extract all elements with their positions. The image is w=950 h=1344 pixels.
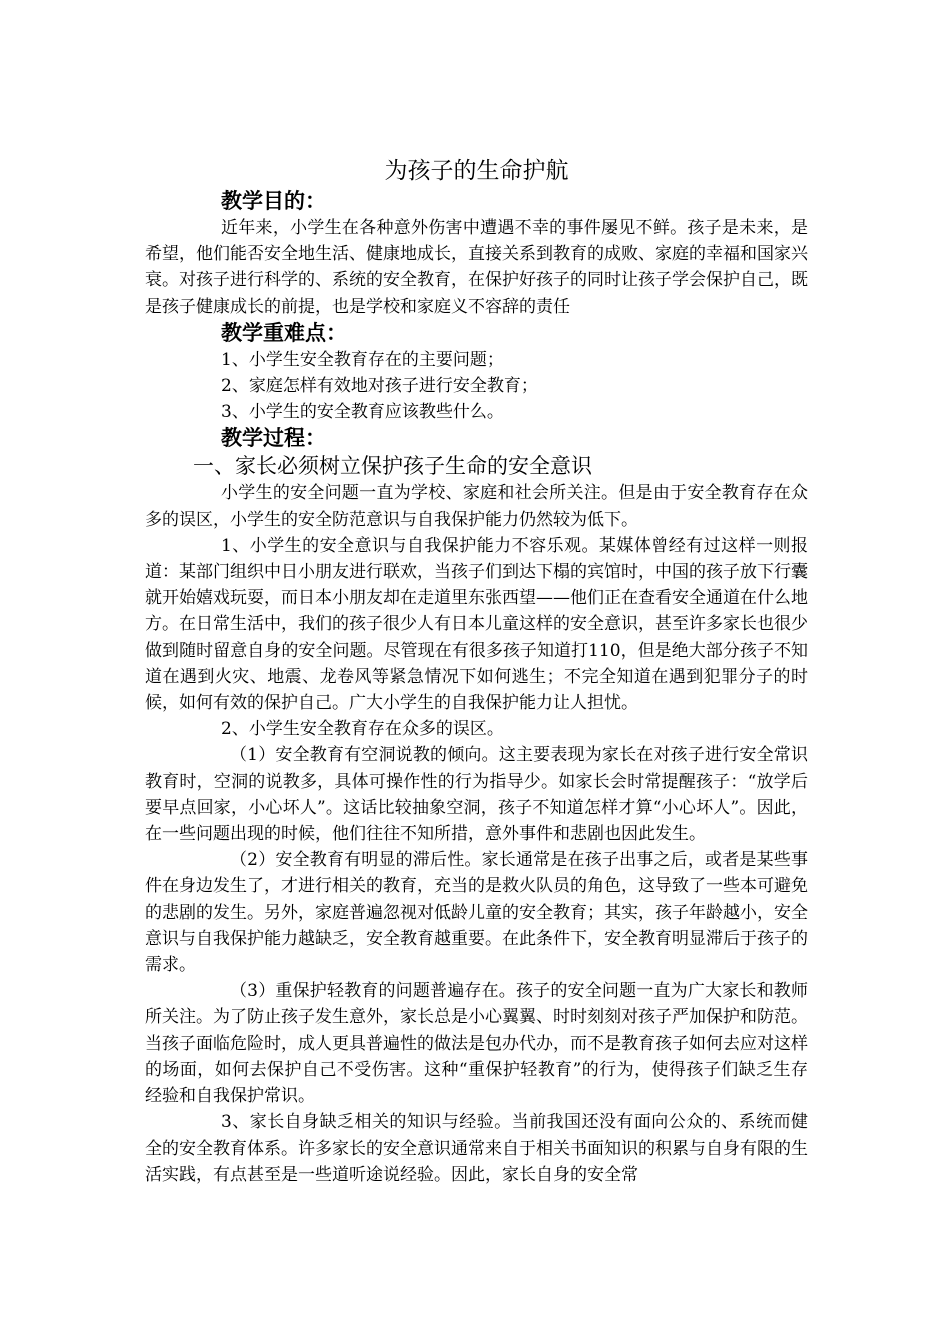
- body-paragraph: 1、小学生的安全意识与自我保护能力不容乐观。某媒体曾经有过这样一则报道：某部门组织中日小朋友进行联欢，当孩子们到达下榻的宾馆时，中国的孩子放下行囊就开始嬉戏玩耍，而日本小朋友却在走道里东张西望——他们正在查看安全通道在什么地方。在日常生活中，我们的孩子很少人有日本儿童这样的安全意识，甚至许多家长也很少做到随时留意自身的安全问题。尽管现在有很多孩子知道打110，但是绝大部分孩子不知道在遇到火灾、地震、龙卷风等紧急情况下如何逃生；不完全知道在遇到犯罪分子的时候，如何有效的保护自己。广大小学生的自我保护能力让人担忧。: [145, 535, 808, 714]
- key-point-item: 1、小学生安全教育存在的主要问题；: [221, 349, 504, 370]
- key-point-item: 3、小学生的安全教育应该教些什么。: [221, 402, 504, 423]
- process-heading: 教学过程：: [221, 426, 326, 451]
- body-paragraph: 3、家长自身缺乏相关的知识与经验。当前我国还没有面向公众的、系统而健全的安全教育体系。许多家长的安全意识通常来自于相关书面知识的积累与自身有限的生活实践，有点甚至是一些道听途说经验。因此，家长自身的安全常: [145, 1112, 808, 1185]
- body-paragraph: （1）安全教育有空洞说教的倾向。这主要表现为家长在对孩子进行安全常识教育时，空洞的说教多，具体可操作性的行为指导少。如家长会时常提醒孩子：“放学后要早点回家，小心坏人”。这话比较抽象空洞，孩子不知道怎样才算“小心坏人”。因此，在一些问题出现的时候，他们往往不知所措，意外事件和悲剧也因此发生。: [145, 745, 808, 845]
- goal-paragraph: 近年来，小学生在各种意外伤害中遭遇不幸的事件屡见不鲜。孩子是未来，是希望，他们能否安全地生活、健康地成长，直接关系到教育的成败、家庭的幸福和国家兴衰。对孩子进行科学的、系统的安全教育，在保护好孩子的同时让孩子学会保护自己，既是孩子健康成长的前提，也是学校和家庭义不容辞的责任: [145, 218, 808, 317]
- goal-heading: 教学目的：: [221, 189, 326, 213]
- body-paragraph: （2）安全教育有明显的滞后性。家长通常是在孩子出事之后，或者是某些事件在身边发生了，才进行相关的教育，充当的是救火队员的角色，这导致了一些本可避免的悲剧的发生。另外，家庭普遍忽视对低龄儿童的安全教育；其实，孩子年龄越小，安全意识与自我保护能力越缺乏，安全教育越重要。在此条件下，安全教育明显滞后于孩子的需求。: [145, 850, 808, 976]
- body-paragraph: 2、小学生安全教育存在众多的误区。: [221, 719, 504, 740]
- body-paragraph: （3）重保护轻教育的问题普遍存在。孩子的安全问题一直为广大家长和教师所关注。为了防止孩子发生意外，家长总是小心翼翼、时时刻刻对孩子严加保护和防范。当孩子面临危险时，成人更具普遍性的做法是包办代办，而不是教育孩子如何去应对这样的场面，如何去保护自己不受伤害。这种“重保护轻教育”的行为，使得孩子们缺乏生存经验和自我保护常识。: [145, 981, 808, 1107]
- key-points-heading: 教学重难点：: [221, 320, 347, 345]
- part-one-heading: 一、家长必须树立保护孩子生命的安全意识: [193, 454, 592, 479]
- body-paragraph: 小学生的安全问题一直为学校、家庭和社会所关注。但是由于安全教育存在众多的误区，小学生的安全防范意识与自我保护能力仍然较为低下。: [145, 483, 808, 530]
- key-point-item: 2、家庭怎样有效地对孩子进行安全教育；: [221, 376, 538, 397]
- document-title: 为孩子的生命护航: [384, 158, 569, 184]
